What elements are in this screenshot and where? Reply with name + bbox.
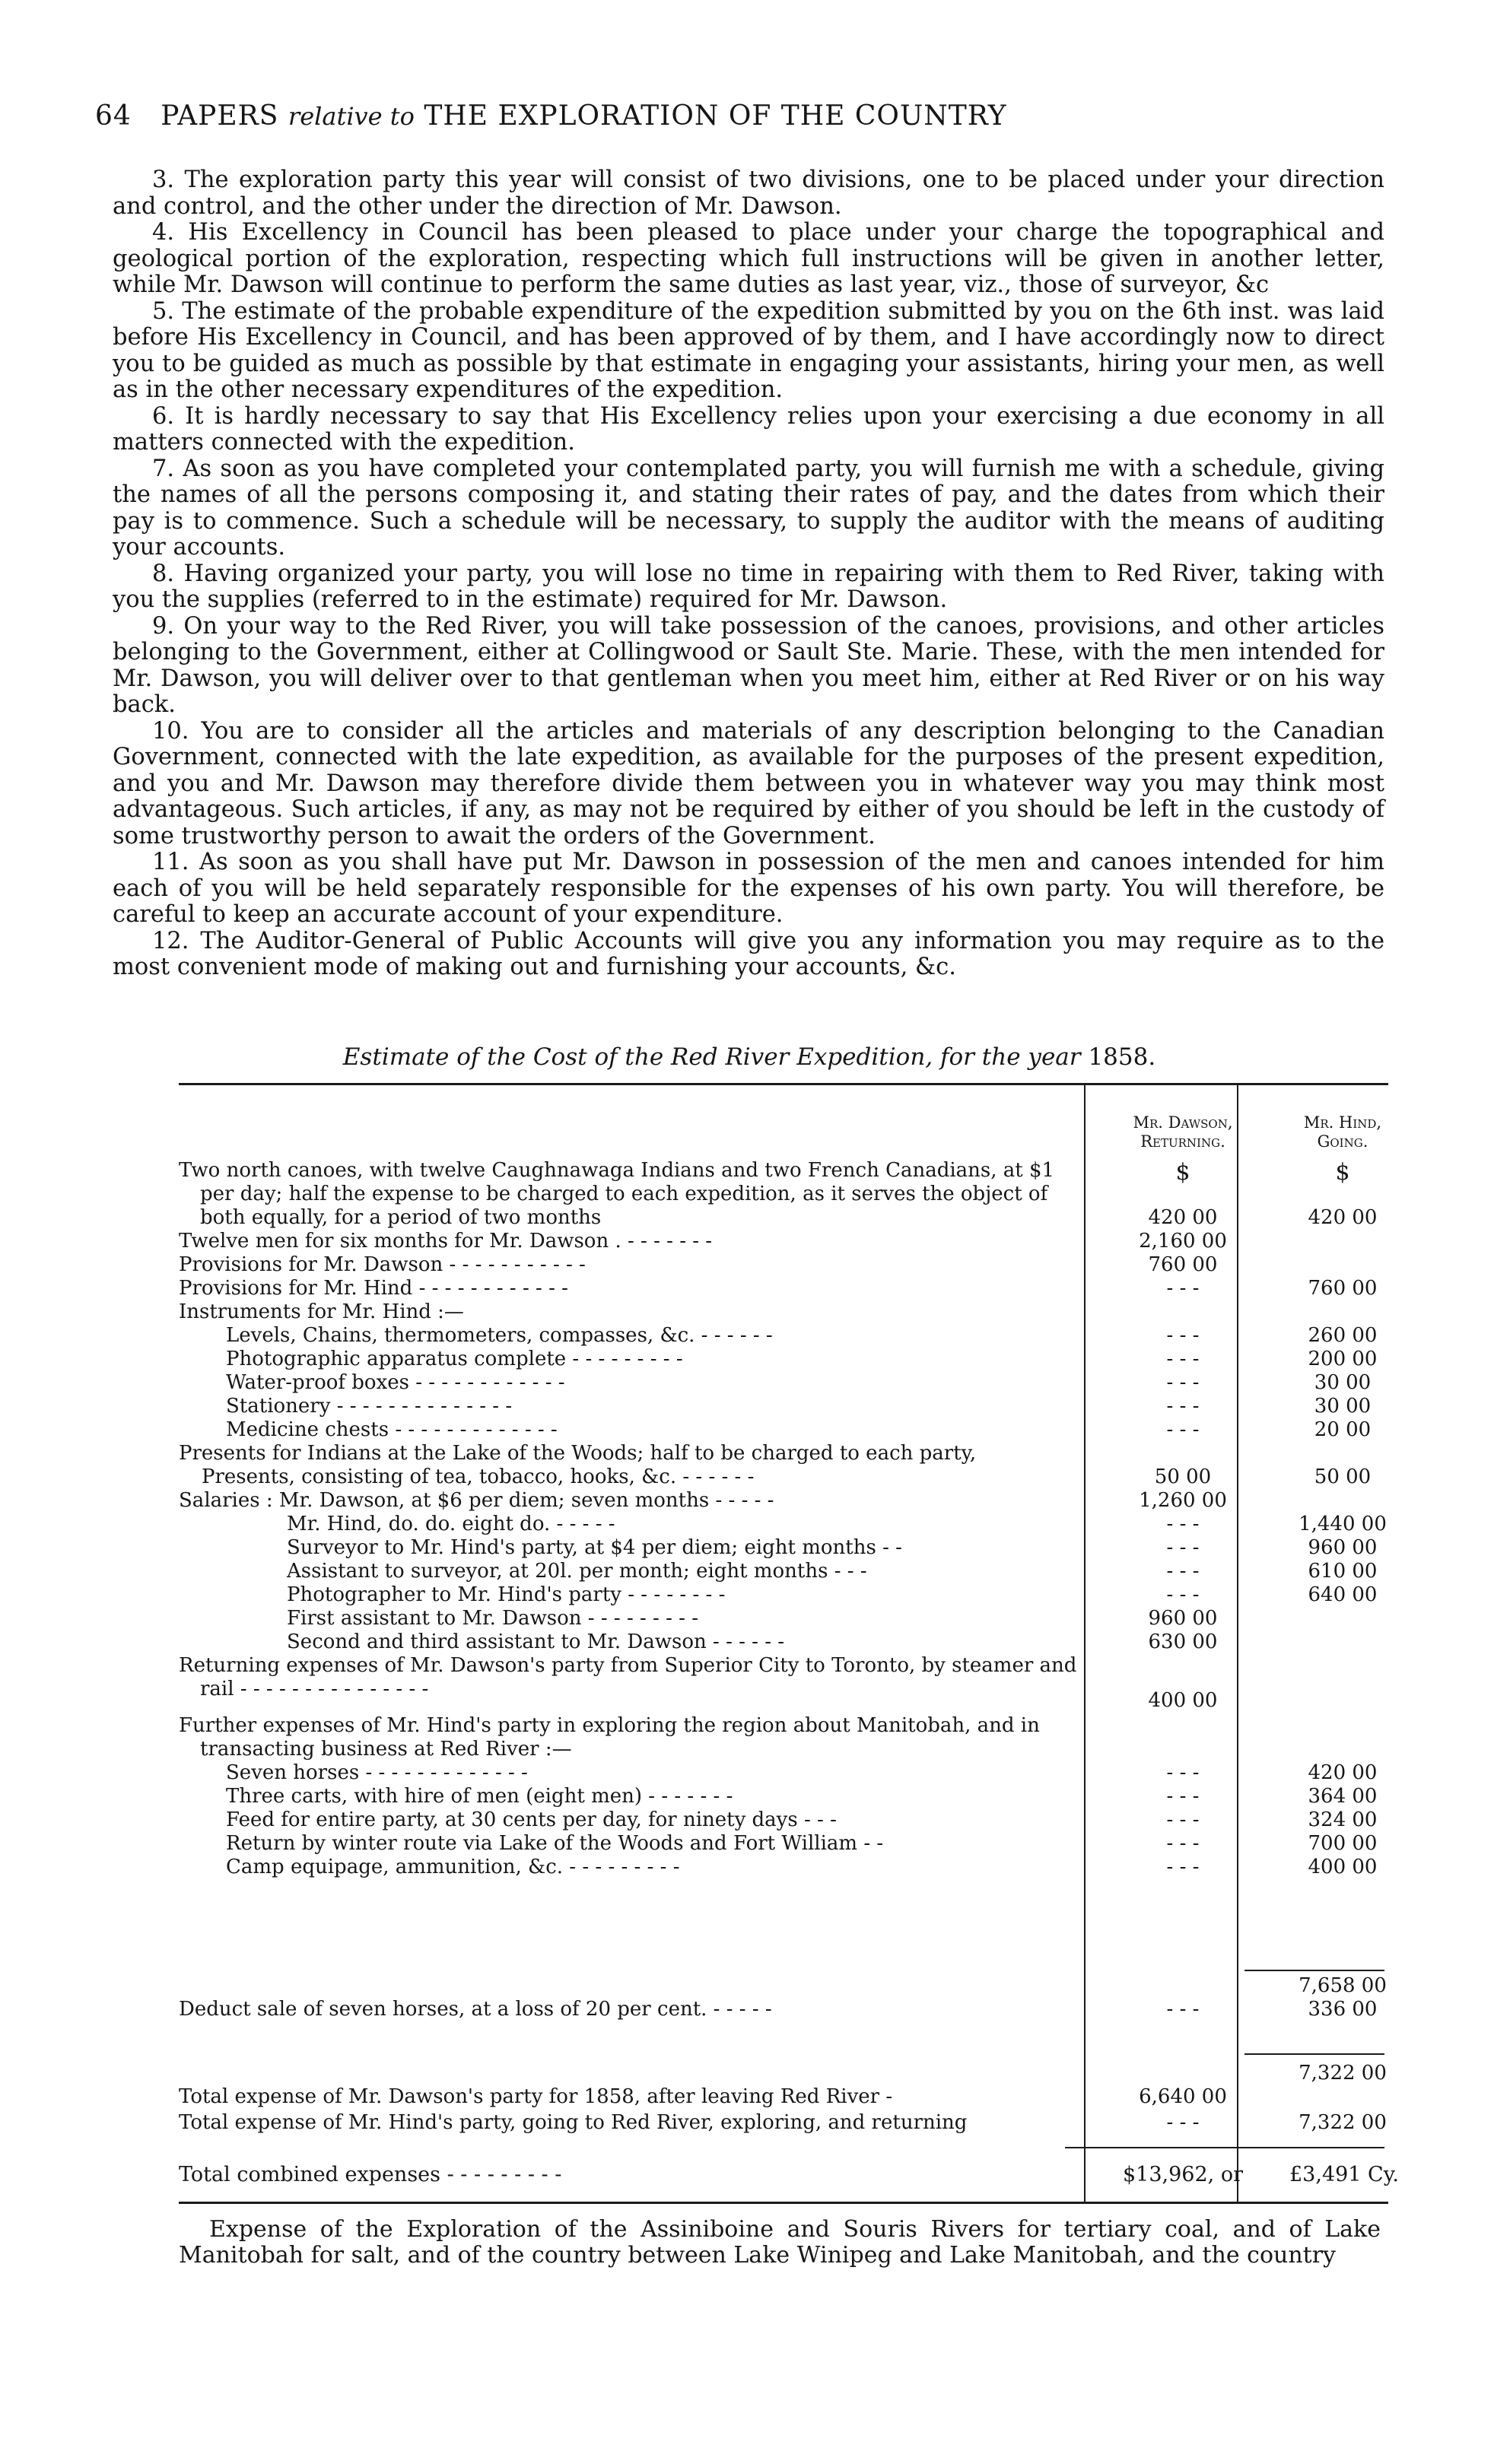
row-label: Twelve men for six months for Mr. Dawson . - - - - - - -: [179, 1230, 713, 1253]
estimate-title-text: Estimate of the Cost of the Red River Expedition, for the year: [342, 1043, 1081, 1071]
row-hind-amount: 20 00: [1314, 1418, 1372, 1441]
row-dawson-amount: - - -: [1166, 1560, 1200, 1583]
row-label: Levels, Chains, thermometers, compasses, &c. - - - - - -: [226, 1324, 773, 1347]
row-dawson-amount: - - -: [1166, 1832, 1200, 1855]
deduct-label: Deduct sale of seven horses, at a loss of 20 per cent. - - - - -: [179, 1998, 772, 2021]
row-hind-amount: 960 00: [1308, 1536, 1378, 1559]
row-hind-amount: 610 00: [1308, 1560, 1378, 1583]
header-relative-to: relative to: [288, 102, 415, 131]
row-label: Camp equipage, ammunition, &c. - - - - - - - - -: [226, 1856, 680, 1878]
table-row: [179, 1654, 1388, 1712]
paragraph-10: 10. You are to consider all the articles and materials of any description belonging to the Canadian Government, connected with the late expedition, as available for the purposes of the present expedition, and you and Mr. Dawson may therefore divide them between you in whatever way you may think most advantageous. Such articles, if any, as may not be required by either of you should be left in the custody of some trustworthy person to await the orders of the Government.: [113, 717, 1384, 849]
combined-pounds: £3,491 Cy.: [1289, 2163, 1399, 2186]
column-header-hind: [1289, 1113, 1396, 1151]
subtotal-amount: 7,658 00: [1299, 1974, 1387, 1997]
letter-paragraphs: [113, 167, 1384, 981]
row-label: Further expenses of Mr. Hind's party in exploring the region about Manitobah, and in transacting business at Red River :—: [179, 1714, 1040, 1761]
paragraph-6: 6. It is hardly necessary to say that His Excellency relies upon your exercising a due economy in all matters connected with the expedition.: [113, 402, 1384, 456]
paragraph-8: 8. Having organized your party, you will lose no time in repairing with them to Red River, taking with you the supplies (referred to in the estimate) required for Mr. Dawson.: [113, 560, 1384, 613]
row-label: Returning expenses of Mr. Dawson's party from Superior City to Toronto, by steamer and rail - - - - - - - - - - - - - - -: [179, 1654, 1077, 1700]
row-label: Provisions for Mr. Dawson - - - - - - - - - - -: [179, 1253, 586, 1276]
row-dawson-amount: - - -: [1166, 1277, 1200, 1300]
row-label: Return by winter route via Lake of the Woods and Fort William - -: [226, 1832, 884, 1855]
paragraph-9: 9. On your way to the Red River, you will take possession of the canoes, provisions, and other articles belonging to the Government, either at Collingwood or Sault Ste. Marie. These, with the men intended for Mr. Dawson, you will deliver over to that gentleman when you meet him, either at Red River or on his way back.: [113, 612, 1384, 718]
currency-dawson: $: [1175, 1159, 1190, 1186]
row-label: Provisions for Mr. Hind - - - - - - - - - - - -: [179, 1277, 568, 1300]
row-label: Seven horses - - - - - - - - - - - - -: [226, 1761, 528, 1784]
paragraph-11: 11. As soon as you shall have put Mr. Dawson in possession of the men and canoes intended for him each of you will be held separately responsible for the expenses of his own party. You will therefore, be careful to keep an accurate account of your expenditure.: [113, 849, 1384, 928]
row-label: First assistant to Mr. Dawson - - - - - - - - -: [287, 1607, 698, 1630]
row-dawson-amount: - - -: [1166, 1583, 1200, 1606]
row-dawson-amount: - - -: [1166, 1348, 1200, 1370]
footer-paragraph: Expense of the Exploration of the Assiniboine and Souris Rivers for tertiary coal, and of Lake Manitobah for salt, and of the country between Lake Winipeg and Lake Manitobah, and the country: [179, 2216, 1381, 2269]
row-label: Salaries : Mr. Dawson, at $6 per diem; seven months - - - - -: [179, 1489, 774, 1512]
row-label: Medicine chests - - - - - - - - - - - - -: [226, 1418, 558, 1441]
table-top-rule: [179, 1083, 1388, 1085]
column-header-hind-sub: Going.: [1317, 1132, 1368, 1151]
deduct-hind-amount: 336 00: [1308, 1998, 1378, 2021]
subtotal-rule: [1244, 1970, 1384, 1971]
row-dawson-amount: - - -: [1166, 1513, 1200, 1535]
table-bottom-rule: [179, 2202, 1388, 2204]
row-hind-amount: 1,440 00: [1299, 1513, 1387, 1535]
row-label: Water-proof boxes - - - - - - - - - - - -: [226, 1371, 565, 1394]
row-dawson-amount: 760 00: [1148, 1253, 1218, 1276]
header-papers: PAPERS: [161, 100, 279, 132]
row-hind-amount: 30 00: [1314, 1371, 1372, 1394]
row-label: Presents for Indians at the Lake of the Woods; half to be charged to each party,: [179, 1442, 977, 1465]
row-label: Mr. Hind, do. do. eight do. - - - - -: [287, 1513, 615, 1535]
paragraph-5: 5. The estimate of the probable expenditure of the expedition submitted by you on the 6th inst. was laid before His Excellency in Council, and has been approved of by them, and I have accordingly now to direct you to be guided as much as possible by that estimate in engaging your assistants, hiring your men, as well as in the other necessary expenditures of the expedition.: [113, 297, 1384, 403]
combined-rule: [1065, 2147, 1384, 2148]
row-dawson-amount: 630 00: [1148, 1630, 1218, 1653]
row-dawson-amount: 400 00: [1148, 1689, 1218, 1712]
row-dawson-amount: - - -: [1166, 1856, 1200, 1878]
net-amount: 7,322 00: [1299, 2062, 1387, 2085]
column-header-dawson-name: Mr. Dawson,: [1133, 1113, 1233, 1132]
currency-hind: $: [1335, 1159, 1350, 1186]
row-label: Photographic apparatus complete - - - - - - - - -: [226, 1348, 683, 1370]
row-label: Second and third assistant to Mr. Dawson - - - - - -: [287, 1630, 785, 1653]
row-dawson-amount: - - -: [1166, 1395, 1200, 1418]
row-dawson-amount: 420 00: [1148, 1206, 1218, 1229]
row-label: Two north canoes, with twelve Caughnawaga Indians and two French Canadians, at $1 per day; half the expense to be charged to each expedition, as it serves the object of both equally, for a period of two months: [179, 1159, 1055, 1229]
row-label: Stationery - - - - - - - - - - - - - -: [226, 1395, 513, 1418]
table-row: [179, 1159, 1388, 1230]
total-hind-dawson-col: - - -: [1166, 2111, 1200, 2134]
estimate-year: 1858.: [1088, 1043, 1156, 1071]
row-dawson-amount: - - -: [1166, 1761, 1200, 1784]
row-hind-amount: 760 00: [1308, 1277, 1378, 1300]
net-rule: [1244, 2053, 1384, 2055]
estimate-title: [114, 1043, 1384, 1071]
column-header-hind-name: Mr. Hind,: [1303, 1113, 1382, 1132]
row-dawson-amount: - - -: [1166, 1418, 1200, 1441]
total-dawson-amount: 6,640 00: [1139, 2085, 1227, 2108]
row-dawson-amount: - - -: [1166, 1808, 1200, 1831]
row-hind-amount: 400 00: [1308, 1856, 1378, 1878]
row-dawson-amount: 1,260 00: [1139, 1489, 1227, 1512]
total-hind-label: Total expense of Mr. Hind's party, going to Red River, exploring, and returning: [179, 2111, 968, 2134]
column-header-dawson: [1111, 1113, 1255, 1151]
row-hind-amount: 420 00: [1308, 1761, 1378, 1784]
paragraph-7: 7. As soon as you have completed your contemplated party, you will furnish me with a schedule, giving the names of all the persons composing it, and stating their rates of pay, and the dates from which their pay is to commence. Such a schedule will be necessary, to supply the auditor with the means of auditing your accounts.: [113, 455, 1384, 560]
row-hind-amount: 640 00: [1308, 1583, 1378, 1606]
row-dawson-amount: - - -: [1166, 1785, 1200, 1808]
table-row: [179, 1714, 1388, 1761]
row-label: Three carts, with hire of men (eight men) - - - - - - -: [226, 1785, 733, 1808]
total-hind-amount: 7,322 00: [1299, 2111, 1387, 2134]
row-label: Presents, consisting of tea, tobacco, hooks, &c. - - - - - -: [202, 1465, 755, 1488]
row-dawson-amount: - - -: [1166, 1371, 1200, 1394]
row-hind-amount: 50 00: [1314, 1465, 1372, 1488]
row-dawson-amount: - - -: [1166, 1536, 1200, 1559]
page-header: [95, 100, 1381, 132]
deduct-dawson-amount: - - -: [1166, 1998, 1200, 2021]
paragraph-12: 12. The Auditor-General of Public Accounts will give you any information you may require as to the most convenient mode of making out and furnishing your accounts, &c.: [113, 927, 1384, 980]
paragraph-4: 4. His Excellency in Council has been pleased to place under your charge the topographical and geological portion of the exploration, respecting which full instructions will be given in another letter, while Mr. Dawson will continue to perform the same duties as last year, viz., those of surveyor, &c: [113, 219, 1384, 298]
header-subject: THE EXPLORATION OF THE COUNTRY: [424, 100, 1007, 132]
row-dawson-amount: 960 00: [1148, 1607, 1218, 1630]
combined-dollars: $13,962, or: [1123, 2163, 1243, 2186]
row-label: Surveyor to Mr. Hind's party, at $4 per diem; eight months - -: [287, 1536, 902, 1559]
row-hind-amount: 324 00: [1308, 1808, 1378, 1831]
column-header-dawson-sub: Returning.: [1140, 1132, 1225, 1151]
row-hind-amount: 200 00: [1308, 1348, 1378, 1370]
row-dawson-amount: 50 00: [1154, 1465, 1212, 1488]
row-label: Photographer to Mr. Hind's party - - - - - - - -: [287, 1583, 726, 1606]
row-hind-amount: 420 00: [1308, 1206, 1378, 1229]
row-label: Assistant to surveyor, at 20l. per month; eight months - - -: [287, 1560, 867, 1583]
row-hind-amount: 260 00: [1308, 1324, 1378, 1347]
page-number: 64: [95, 100, 132, 132]
paragraph-3: 3. The exploration party this year will consist of two divisions, one to be placed under your direction and control, and the other under the direction of Mr. Dawson.: [113, 167, 1384, 220]
row-label: Feed for entire party, at 30 cents per day, for ninety days - - -: [226, 1808, 837, 1831]
combined-label: Total combined expenses - - - - - - - - -: [179, 2163, 562, 2186]
row-dawson-amount: - - -: [1166, 1324, 1200, 1347]
row-hind-amount: 364 00: [1308, 1785, 1378, 1808]
row-label: Instruments for Mr. Hind :—: [179, 1300, 464, 1323]
row-hind-amount: 700 00: [1308, 1832, 1378, 1855]
row-dawson-amount: 2,160 00: [1139, 1230, 1227, 1253]
row-hind-amount: 30 00: [1314, 1395, 1372, 1418]
total-dawson-label: Total expense of Mr. Dawson's party for 1858, after leaving Red River -: [179, 2085, 893, 2108]
